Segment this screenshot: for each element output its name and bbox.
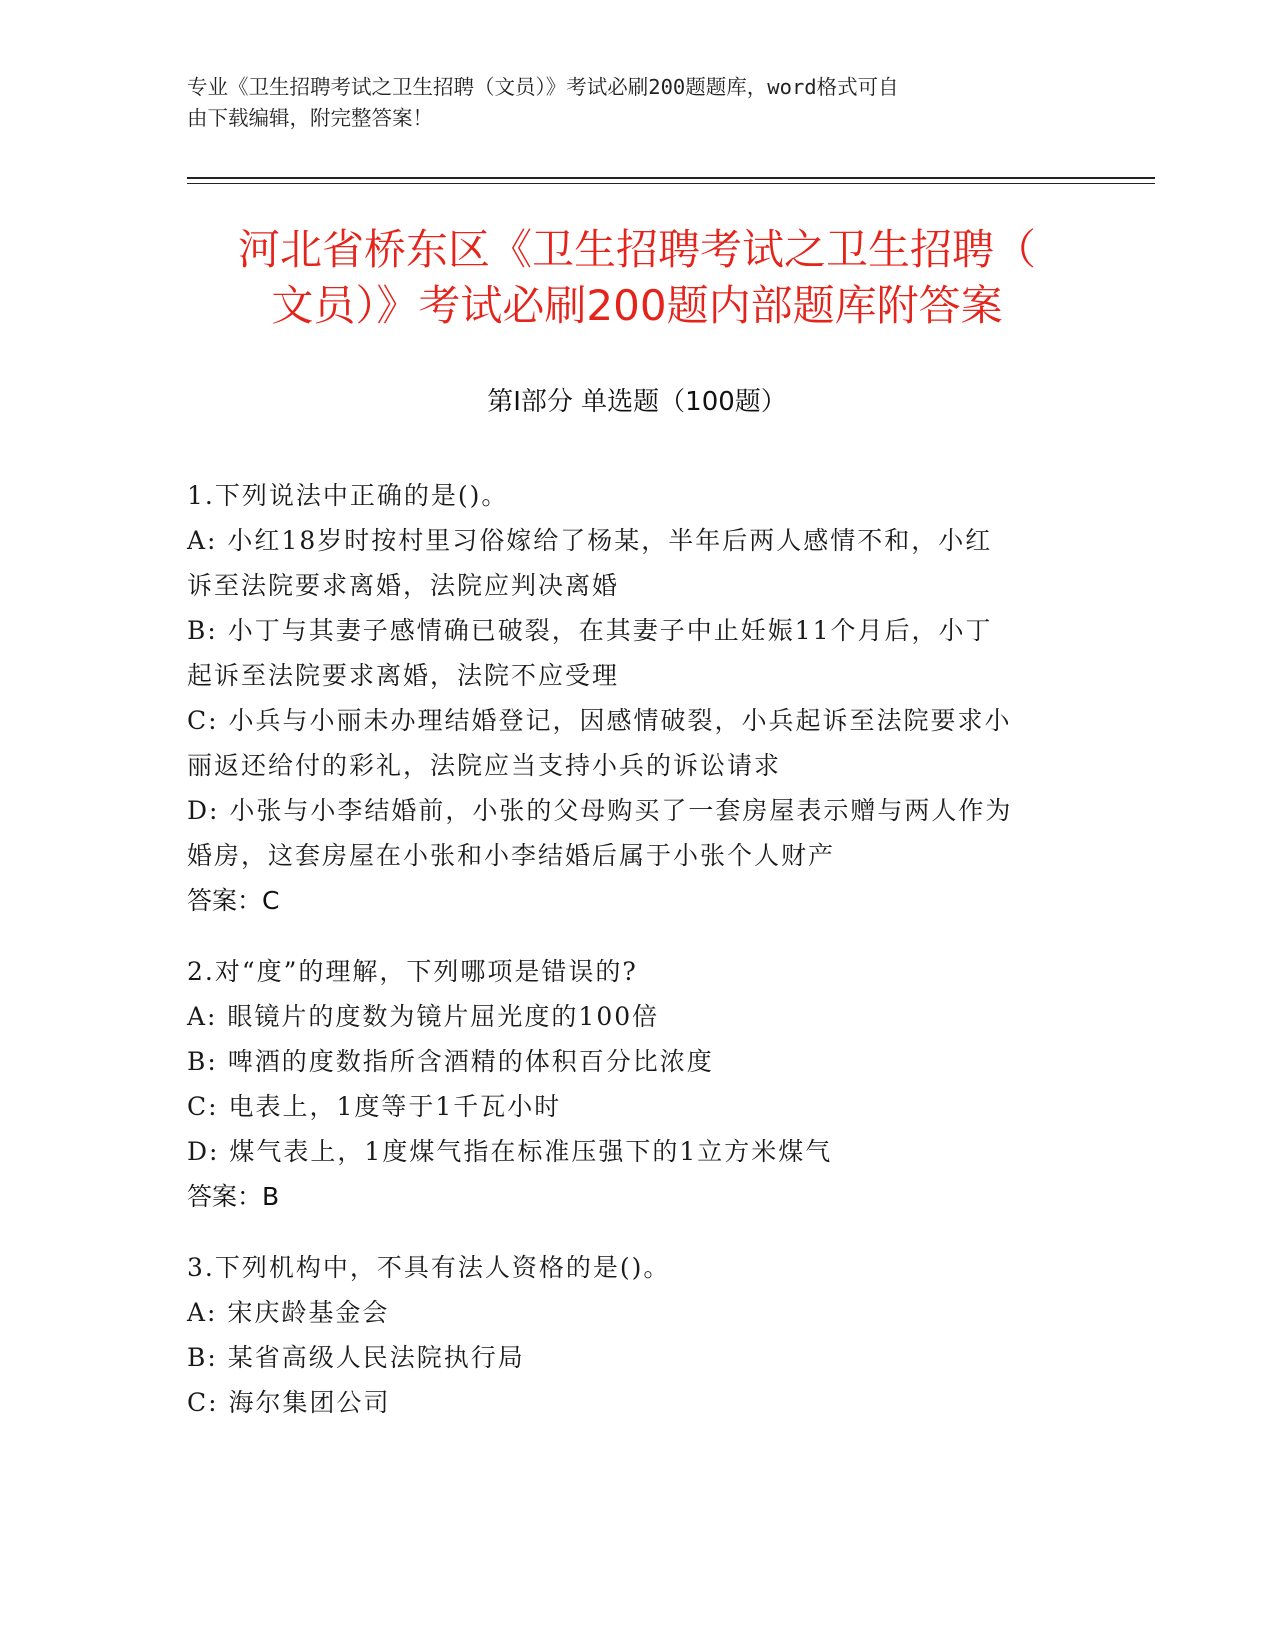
question-1 — [187, 473, 1067, 923]
answer-label: 答案：C — [187, 886, 280, 915]
option-line: 丽返还给付的彩礼，法院应当支持小兵的诉讼请求 — [187, 751, 782, 780]
option-line: 起诉至法院要求离婚，法院不应受理 — [187, 661, 620, 690]
header-note-line: 专业《卫生招聘考试之卫生招聘（文员）》考试必刷200题题库，word格式可自 — [187, 75, 899, 99]
header-note — [187, 72, 1067, 134]
header-divider-thick — [187, 177, 1155, 179]
header-divider-thin — [187, 183, 1155, 184]
option-line: C: 电表上，1度等于1千瓦小时 — [187, 1092, 562, 1121]
answer-label: 答案：B — [187, 1182, 280, 1211]
document-title-line: 河北省桥东区《卫生招聘考试之卫生招聘（ — [237, 225, 1036, 274]
header-note-line: 由下载编辑，附完整答案！ — [187, 106, 433, 130]
option-line: A: 小红18岁时按村里习俗嫁给了杨某，半年后两人感情不和，小红 — [187, 526, 993, 555]
option-line: 诉至法院要求离婚，法院应判决离婚 — [187, 571, 620, 600]
document-title — [187, 222, 1087, 334]
option-line: A: 眼镜片的度数为镜片屈光度的100倍 — [187, 1002, 660, 1031]
question-stem: 3.下列机构中，不具有法人资格的是()。 — [187, 1253, 671, 1282]
section-heading: 第Ⅰ部分 单选题（100题） — [487, 387, 787, 417]
question-stem: 1.下列说法中正确的是()。 — [187, 481, 509, 510]
document-title-line: 文员）》考试必刷200题内部题库附答案 — [271, 281, 1003, 330]
option-line: B: 小丁与其妻子感情确已破裂，在其妻子中止妊娠11个月后，小丁 — [187, 616, 993, 645]
question-2 — [187, 949, 1067, 1219]
option-line: A: 宋庆龄基金会 — [187, 1298, 390, 1327]
option-line: C: 海尔集团公司 — [187, 1388, 391, 1417]
question-stem: 2.对“度”的理解，下列哪项是错误的? — [187, 957, 638, 986]
option-line: D: 煤气表上，1度煤气指在标准压强下的1立方米煤气 — [187, 1137, 833, 1166]
option-line: 婚房，这套房屋在小张和小李结婚后属于小张个人财产 — [187, 841, 836, 870]
option-line: C: 小兵与小丽未办理结婚登记，因感情破裂，小兵起诉至法院要求小 — [187, 706, 1012, 735]
question-3 — [187, 1245, 1067, 1425]
option-line: B: 某省高级人民法院执行局 — [187, 1343, 525, 1372]
option-line: D: 小张与小李结婚前，小张的父母购买了一套房屋表示赠与两人作为 — [187, 796, 1013, 825]
question-list — [187, 473, 1067, 1451]
option-line: B: 啤酒的度数指所含酒精的体积百分比浓度 — [187, 1047, 714, 1076]
